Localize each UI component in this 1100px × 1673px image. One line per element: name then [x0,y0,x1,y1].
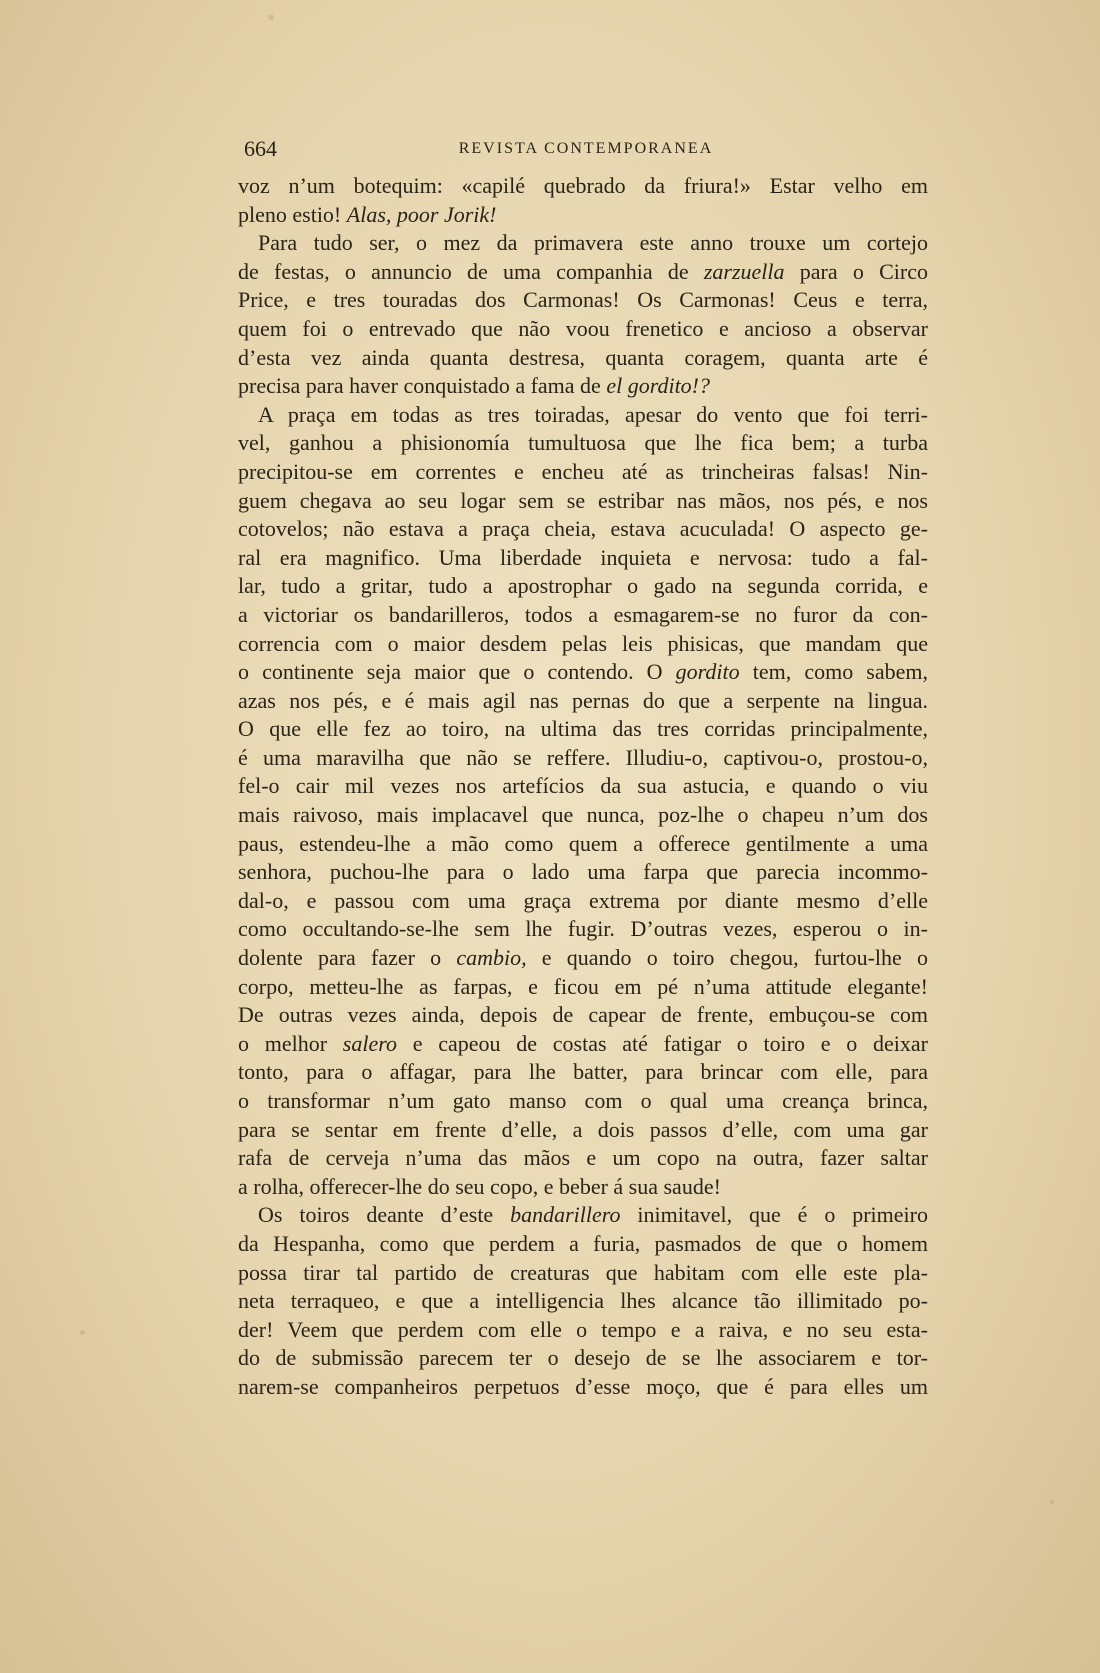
text-line [238,1373,928,1402]
text-run: neta terraqueo, e que a intelligencia lhes alcance tão illimitado po- [238,1288,928,1314]
text-run: do de submissão parecem ter o desejo de se lhe associarem e tor- [238,1345,928,1371]
text-line [238,1058,928,1087]
text-line [238,201,928,230]
italic-text: zarzuella [703,258,785,284]
ink-speck [80,1330,85,1335]
text-run: A praça em todas as tres toiradas, apesar do vento que foi terri- [258,401,928,427]
page-header [244,136,928,160]
text-run: vel, ganhou a phisionomía tumultuosa que lhe fica bem; a turba [238,430,928,456]
text-run: da Hespanha, como que perdem a furia, pasmados de que o homem [238,1230,928,1256]
text-run: fel-o cair mil vezes nos artefícios da sua astucia, e quando o viu [238,773,928,799]
text-line [238,487,928,516]
text-line [238,315,928,344]
text-run: dal-o, e passou com uma graça extrema por diante mesmo d’elle [238,887,928,913]
text-run: Price, e tres touradas dos Carmonas! Os Carmonas! Ceus e terra, [238,287,928,313]
text-line [238,630,928,659]
text-run: Para tudo ser, o mez da primavera este anno trouxe um cortejo [258,230,928,256]
text-line [238,1344,928,1373]
text-line [238,429,928,458]
text-line [238,544,928,573]
text-run: para se sentar em frente d’elle, a dois passos d’elle, com uma gar [238,1116,928,1142]
text-run: lar, tudo a gritar, tudo a apostrophar o gado na segunda corrida, e [238,573,928,599]
italic-text: salero [342,1030,397,1056]
text-line [238,1116,928,1145]
text-line [238,172,928,201]
text-run: como occultando-se-lhe sem lhe fugir. D’outras vezes, esperou o in- [238,916,928,942]
text-line [238,858,928,887]
text-line [238,1230,928,1259]
text-run: o continente seja maior que o contendo. O [238,659,676,685]
text-run: cotovelos; não estava a praça cheia, estava acuculada! O aspecto ge- [238,516,928,542]
page-number: 664 [244,136,277,161]
text-line [238,772,928,801]
text-run: de festas, o annuncio de uma companhia de [238,258,704,284]
text-line [238,830,928,859]
text-line [238,1144,928,1173]
text-line [238,401,928,430]
text-line [238,887,928,916]
body-text [238,172,928,1402]
text-run: a victoriar os bandarilleros, todos a esmagarem-se no furor da con- [238,601,928,627]
text-run: possa tirar tal partido de creaturas que habitam com elle este pla- [238,1259,928,1285]
text-line [238,344,928,373]
text-run: para o Circo [784,258,928,284]
text-line [238,1316,928,1345]
text-run: corpo, metteu-lhe as farpas, e ficou em pé n’uma attitude elegante! [238,973,928,999]
text-run: mais raivoso, mais implacavel que nunca, poz-lhe o chapeu n’um dos [238,802,928,828]
text-run: tonto, para o affagar, para lhe batter, para brincar com elle, para [238,1059,928,1085]
text-run: rafa de cerveja n’uma das mãos e um copo na outra, fazer saltar [238,1145,928,1171]
text-run: tem, como sabem, [739,659,928,685]
text-line [238,372,928,401]
text-line [238,658,928,687]
text-line [238,687,928,716]
text-line [238,1001,928,1030]
text-run: voz n’um botequim: «capilé quebrado da friura!» Estar velho em [238,173,928,198]
text-run: é uma maravilha que não se reffere. Illudiu-o, captivou-o, prostou-o, [238,744,928,770]
text-run: ral era magnifico. Uma liberdade inquieta e nervosa: tudo a fal- [238,544,928,570]
text-line [238,229,928,258]
running-title: REVISTA CONTEMPORANEA [458,140,714,157]
text-line [238,801,928,830]
text-run: narem-se companheiros perpetuos d’esse moço, que é para elles um [238,1373,928,1399]
text-run: guem chegava ao seu logar sem se estribar nas mãos, nos pés, e nos [238,487,928,513]
text-run: der! Veem que perdem com elle o tempo e a raiva, e no seu esta- [238,1316,928,1342]
ink-speck [1050,1500,1054,1504]
text-run: azas nos pés, e é mais agil nas pernas do que a serpente na lingua. [238,687,928,713]
text-line [238,1173,928,1202]
text-line [238,258,928,287]
text-line [238,744,928,773]
text-run: Os toiros deante d’este [258,1202,511,1228]
text-run: De outras vezes ainda, depois de capear de frente, embuçou-se com [238,1002,928,1028]
text-line [238,944,928,973]
italic-text: bandarillero [510,1202,621,1228]
text-run: pleno estio! [238,201,347,227]
text-run: e capeou de costas até fatigar o toiro e o deixar [396,1030,928,1056]
italic-text: Alas, poor Jorik! [346,201,497,227]
text-line [238,1087,928,1116]
text-run: a rolha, offerecer-lhe do seu copo, e beber á sua saude! [238,1173,721,1199]
text-run: O que elle fez ao toiro, na ultima das tres corridas principalmente, [238,716,928,742]
text-line [238,601,928,630]
text-run: d’esta vez ainda quanta destresa, quanta coragem, quanta arte é [238,344,928,370]
text-run: quem foi o entrevado que não voou frenetico e ancioso a observar [238,315,928,341]
text-run: paus, estendeu-lhe a mão como quem a offerece gentilmente a uma [238,830,928,856]
text-line [238,1287,928,1316]
text-run: precisa para haver conquistado a fama de [238,373,607,399]
text-line [238,572,928,601]
text-line [238,1201,928,1230]
text-line [238,458,928,487]
text-line [238,286,928,315]
text-run: correncia com o maior desdem pelas leis phisicas, que mandam que [238,630,928,656]
italic-text: gordito [675,659,740,685]
text-run: dolente para fazer o [238,945,457,971]
text-run: e quando o toiro chegou, furtou-lhe o [526,945,928,971]
text-line [238,1259,928,1288]
text-line [238,715,928,744]
italic-text: cambio, [456,945,527,971]
text-line [238,973,928,1002]
italic-text: el gordito!? [606,373,711,399]
text-run: senhora, puchou-lhe para o lado uma farpa que parecia incommo- [238,859,928,885]
text-line [238,915,928,944]
text-run: o melhor [238,1030,343,1056]
text-run: inimitavel, que é o primeiro [620,1202,928,1228]
text-line [238,1030,928,1059]
text-line [238,515,928,544]
text-run: precipitou-se em correntes e encheu até as trincheiras falsas! Nin- [238,458,928,484]
text-run: o transformar n’um gato manso com o qual uma creança brinca, [238,1088,928,1113]
ink-speck [268,14,274,20]
